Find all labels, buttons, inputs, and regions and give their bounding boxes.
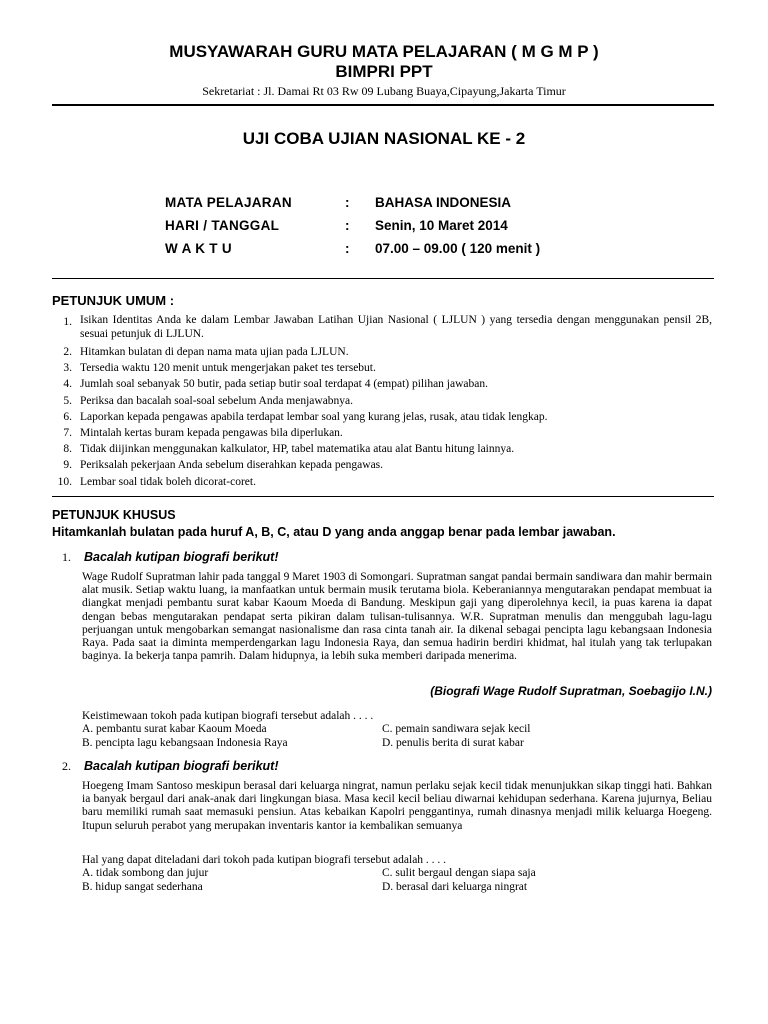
info-value: 07.00 – 09.00 ( 120 menit ) xyxy=(375,241,541,256)
question-instruction: Bacalah kutipan biografi berikut! xyxy=(84,759,279,773)
question-2-heading xyxy=(62,759,278,774)
list-item xyxy=(52,360,712,376)
item-text: Isikan Identitas Anda ke dalam Lembar Jawaban Latihan Ujian Nasional ( LJLUN ) yang tersedia dengan menggunakan pensil 2B, sesuai petunjuk di LJLUN. xyxy=(80,314,712,340)
info-colon: : xyxy=(345,195,350,210)
info-label: W A K T U xyxy=(165,241,232,256)
item-number: 3. xyxy=(63,362,72,375)
question-2-stem: Hal yang dapat diteladani dari tokoh pada kutipan biografi tersebut adalah . . . . xyxy=(82,854,447,866)
option-d[interactable]: D. berasal dari keluarga ningrat xyxy=(382,880,528,893)
item-text: Mintalah kertas buram kepada pengawas bila diperlukan. xyxy=(80,427,343,440)
option-a[interactable]: A. tidak sombong dan jujur xyxy=(82,867,209,879)
question-number: 1. xyxy=(62,550,71,564)
item-text: Tersedia waktu 120 menit untuk mengerjakan paket tes tersebut. xyxy=(80,362,376,375)
item-text: Periksa dan bacalah soal-soal sebelum Anda menjawabnya. xyxy=(80,394,354,407)
item-text: Hitamkan bulatan di depan nama mata ujian pada LJLUN. xyxy=(80,346,349,358)
list-item xyxy=(52,441,712,457)
list-item xyxy=(52,474,712,490)
option-c[interactable]: C. pemain sandiwara sejak kecil xyxy=(382,723,531,735)
item-number: 10. xyxy=(57,475,72,488)
list-item xyxy=(52,425,712,441)
item-number: 7. xyxy=(63,427,72,440)
item-number: 1. xyxy=(63,316,72,328)
item-text: Tidak diijinkan menggunakan kalkulator, HP, tabel matematika atau alat Bantu hitung lainnya. xyxy=(80,443,515,456)
info-value: Senin, 10 Maret 2014 xyxy=(375,218,508,233)
info-row-subject xyxy=(165,191,540,214)
list-item xyxy=(52,393,712,409)
general-instructions-heading: PETUNJUK UMUM : xyxy=(52,293,175,308)
item-text: Laporkan kepada pengawas apabila terdapat lembar soal yang kurang jelas, rusak, atau tidak lengkap. xyxy=(80,410,548,423)
question-1-source: (Biografi Wage Rudolf Supratman, Soebagijo I.N.) xyxy=(430,684,712,698)
header-divider xyxy=(52,104,714,106)
option-b[interactable]: B. pencipta lagu kebangsaan Indonesia Raya xyxy=(82,736,288,749)
info-colon: : xyxy=(345,241,350,256)
general-instructions-list xyxy=(52,314,712,490)
list-item xyxy=(52,409,712,425)
question-number: 2. xyxy=(62,759,71,773)
secretariat-address: Sekretariat : Jl. Damai Rt 03 Rw 09 Lubang Buaya,Cipayung,Jakarta Timur xyxy=(202,84,566,98)
list-item xyxy=(52,457,712,473)
exam-info xyxy=(165,191,540,260)
question-instruction: Bacalah kutipan biografi berikut! xyxy=(84,550,279,564)
specific-instructions-text: Hitamkanlah bulatan pada huruf A, B, C, atau D yang anda anggap benar pada lembar jawaban. xyxy=(52,525,616,539)
organization-name: MUSYAWARAH GURU MATA PELAJARAN ( M G M P ) xyxy=(169,42,599,61)
option-b[interactable]: B. hidup sangat sederhana xyxy=(82,880,203,893)
question-2-passage: Hoegeng Imam Santoso meskipun berasal dari keluarga ningrat, namun perlaku sejak kecil tidak menunjukkan sikap tinggi hati. Bahkan ia banyak bergaul dari anak-anak dari lingkungan biasa. Masa kecil kecil beliau diwarnai kehidupan sederhana. Karena jujurnya, Beliau baru memiliki rumah saat memasuki pensiun. Atas kebaikan Kapolri penggantinya, rumah dinasnya menjadi milik keluarga Hoegeng. Itupun seluruh perabot yang merupakan inventaris kantor ia kembalikan semuanya xyxy=(82,780,712,832)
item-number: 9. xyxy=(63,459,72,472)
question-1-heading xyxy=(62,550,278,565)
instructions-divider xyxy=(52,496,714,497)
info-row-time xyxy=(165,237,540,260)
question-1-passage: Wage Rudolf Supratman lahir pada tanggal 9 Maret 1903 di Somongari. Supratman sangat pandai bermain sandiwara dan mahir bermain alat musik. Setiap waktu luang, ia manfaatkan untuk bermain musik terutama biola. Keberaniannya mengutarakan pendapat membuat ia diangkat menjadi pembantu surat kabar Kaoum Moeda di Bandung. Meskipun gaji yang diperolehnya kecil, ia puas karena ia dapat dengan bebas mengutarakan pendapat serta pikiran dalam tulisan-tulisannya. W.R. Supratman menulis dan menggubah lagu-lagu perjuangan untuk mengobarkan semangat nasionalisme dan rasa cinta tanah air. Ia dikenal sebagai pencipta lagu kebangsaan Indonesia Raya. Pada saat ia diminta memperdengarkan lagu Indonesia Raya, dan semua hadirin berdiri khidmat, hal itulah yang tak terlupakan baginya. Ia bekerja tanpa pamrih. Dalam hidupnya, ia lebih suka memberi daripada menerima. xyxy=(82,571,712,663)
specific-instructions-heading: PETUNJUK KHUSUS xyxy=(52,508,176,522)
option-a[interactable]: A. pembantu surat kabar Kaoum Moeda xyxy=(82,723,267,735)
info-colon: : xyxy=(345,218,350,233)
info-label: MATA PELAJARAN xyxy=(165,195,292,210)
item-text: Jumlah soal sebanyak 50 butir, pada setiap butir soal terdapat 4 (empat) pilihan jawaban. xyxy=(80,378,488,391)
question-1-stem: Keistimewaan tokoh pada kutipan biografi tersebut adalah . . . . xyxy=(82,710,374,722)
info-label: HARI / TANGGAL xyxy=(165,218,280,233)
list-item xyxy=(52,344,712,360)
info-value: BAHASA INDONESIA xyxy=(375,195,512,210)
item-number: 2. xyxy=(63,346,72,358)
option-c[interactable]: C. sulit bergaul dengan siapa saja xyxy=(382,867,536,879)
list-item xyxy=(52,314,712,344)
info-row-date xyxy=(165,214,540,237)
letterhead xyxy=(0,42,768,99)
exam-title: UJI COBA UJIAN NASIONAL KE - 2 xyxy=(242,129,526,148)
item-number: 8. xyxy=(63,443,72,456)
organization-subname: BIMPRI PPT xyxy=(335,62,433,81)
item-number: 6. xyxy=(63,410,72,423)
item-text: Periksalah pekerjaan Anda sebelum diserahkan kepada pengawas. xyxy=(80,459,384,472)
item-text: Lembar soal tidak boleh dicorat-coret. xyxy=(80,475,256,488)
item-number: 4. xyxy=(63,378,72,391)
info-divider xyxy=(52,278,714,279)
option-d[interactable]: D. penulis berita di surat kabar xyxy=(382,736,524,749)
question-1-options xyxy=(82,723,702,750)
list-item xyxy=(52,376,712,392)
question-2-options xyxy=(82,867,702,894)
item-number: 5. xyxy=(63,394,72,407)
